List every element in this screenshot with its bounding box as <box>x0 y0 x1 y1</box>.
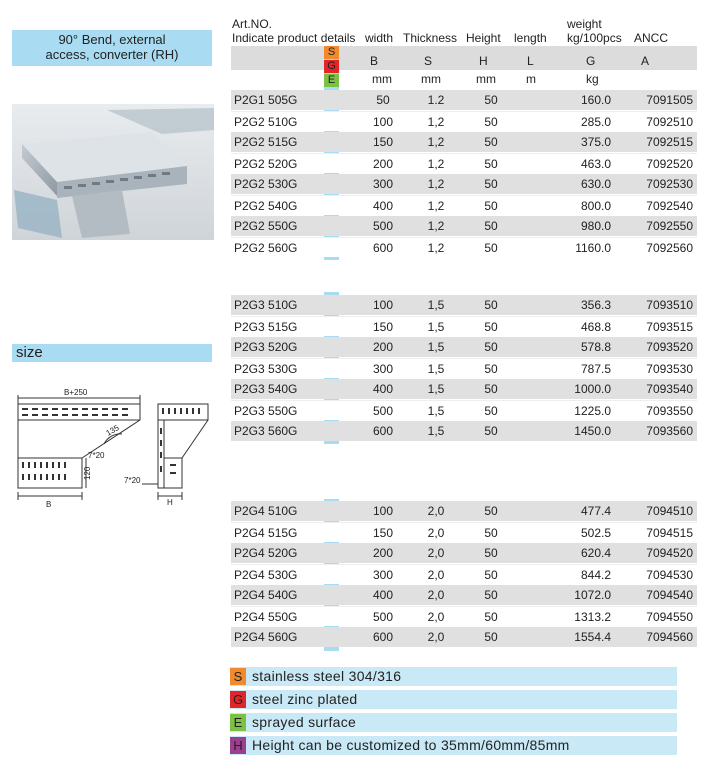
header-unit-s: mm <box>421 72 441 86</box>
product-title-line1: 90° Bend, external <box>58 32 166 47</box>
cell-b: 150 <box>372 526 394 540</box>
cell-s: 1.2 <box>427 93 445 107</box>
cell-h: 50 <box>484 404 498 418</box>
cell-art: P2G4 550G <box>234 610 298 624</box>
cell-g: 1450.0 <box>574 424 611 438</box>
cell-s: 2,0 <box>427 568 445 582</box>
cell-b: 300 <box>372 362 394 376</box>
dim-angle-label: 135 <box>104 423 121 438</box>
cell-g: 980.0 <box>580 219 611 233</box>
cell-b: 400 <box>372 382 394 396</box>
cell-art: P2G3 510G <box>234 298 298 312</box>
table-row <box>231 543 697 563</box>
cell-g: 463.0 <box>580 157 611 171</box>
cell-a: 7092510 <box>646 115 693 129</box>
cell-art: P2G3 530G <box>234 362 298 376</box>
header-swatch-g: G <box>324 60 339 73</box>
cell-h: 50 <box>484 546 498 560</box>
product-title-box <box>12 30 212 66</box>
cell-art: P2G2 560G <box>234 241 298 255</box>
header-height: Height <box>466 31 501 45</box>
header-sym-l: L <box>527 54 534 68</box>
cell-b: 100 <box>372 298 394 312</box>
table-row <box>231 522 697 542</box>
cell-g: 1313.2 <box>574 610 611 624</box>
product-photo <box>12 104 214 240</box>
cell-g: 620.4 <box>580 546 611 560</box>
header-art-no: Art.NO. <box>232 17 273 31</box>
cell-a: 7094530 <box>646 568 693 582</box>
dim-slot-label-2: 7*20 <box>124 476 141 485</box>
cell-b: 400 <box>372 199 394 213</box>
table-row <box>231 195 697 215</box>
table-row <box>231 421 697 441</box>
cell-g: 800.0 <box>580 199 611 213</box>
cell-art: P2G3 540G <box>234 382 298 396</box>
cell-g: 1554.4 <box>574 630 611 644</box>
cell-art: P2G3 560G <box>234 424 298 438</box>
cell-g: 787.5 <box>580 362 611 376</box>
cell-art: P2G2 515G <box>234 135 298 149</box>
cell-h: 50 <box>484 630 498 644</box>
header-sym-s: S <box>424 54 433 68</box>
legend-swatch: H <box>230 737 246 754</box>
legend-item <box>230 690 677 709</box>
cell-h: 50 <box>484 219 498 233</box>
cell-art: P2G2 530G <box>234 177 298 191</box>
header-sym-h: H <box>479 54 488 68</box>
cell-h: 50 <box>484 340 498 354</box>
table-row <box>231 379 697 399</box>
header-swatch-e: E <box>324 74 339 87</box>
header-unit-h: mm <box>476 72 496 86</box>
cell-g: 502.5 <box>580 526 611 540</box>
cell-s: 1,2 <box>427 219 445 233</box>
table-row <box>231 316 697 336</box>
cell-b: 150 <box>372 320 394 334</box>
table-row <box>231 501 697 521</box>
cell-g: 1160.0 <box>575 241 611 255</box>
cell-a: 7092515 <box>646 135 693 149</box>
cell-h: 50 <box>484 241 498 255</box>
cell-s: 2,0 <box>427 546 445 560</box>
cell-g: 630.0 <box>580 177 611 191</box>
cell-art: P2G4 510G <box>234 504 298 518</box>
cell-s: 2,0 <box>427 526 445 540</box>
cell-art: P2G1 505G <box>234 93 298 107</box>
cell-h: 50 <box>484 199 498 213</box>
table-row <box>231 216 697 236</box>
header-unit-l: m <box>526 72 536 86</box>
dim-height-label: 120 <box>83 466 92 480</box>
cell-h: 50 <box>484 362 498 376</box>
cell-b: 100 <box>372 504 394 518</box>
header-unit-g: kg <box>586 72 599 86</box>
cell-s: 1,5 <box>427 340 445 354</box>
cell-a: 7093550 <box>646 404 693 418</box>
cell-a: 7093540 <box>646 382 693 396</box>
dim-slot-label-1: 7*20 <box>88 451 105 460</box>
legend-item <box>230 736 677 755</box>
cell-art: P2G4 520G <box>234 546 298 560</box>
cell-a: 7092540 <box>646 199 693 213</box>
header-ancc: ANCC <box>634 31 669 45</box>
header-symbol-band <box>231 46 697 70</box>
cell-b: 200 <box>372 546 394 560</box>
cell-g: 160.0 <box>580 93 611 107</box>
table-row <box>231 153 697 173</box>
product-title-line2: access, converter (RH) <box>45 47 179 62</box>
cell-b: 600 <box>372 630 394 644</box>
legend-swatch: S <box>230 668 246 685</box>
size-label: size <box>12 344 212 362</box>
cell-h: 50 <box>484 504 498 518</box>
cell-art: P2G3 550G <box>234 404 298 418</box>
header-thickness: Thickness <box>403 31 458 45</box>
cell-s: 2,0 <box>427 610 445 624</box>
cell-art: P2G4 515G <box>234 526 298 540</box>
cell-s: 1,2 <box>427 199 445 213</box>
cell-b: 300 <box>372 568 394 582</box>
cell-a: 7092560 <box>646 241 693 255</box>
cell-s: 1,5 <box>427 362 445 376</box>
cell-b: 500 <box>372 610 394 624</box>
cell-h: 50 <box>484 610 498 624</box>
cell-a: 7094510 <box>646 504 693 518</box>
cell-art: P2G2 520G <box>234 157 298 171</box>
cell-h: 50 <box>484 526 498 540</box>
technical-drawing <box>12 386 222 511</box>
table-row <box>231 400 697 420</box>
cell-b: 50 <box>376 93 390 107</box>
cell-art: P2G4 530G <box>234 568 298 582</box>
cell-h: 50 <box>484 320 498 334</box>
cell-h: 50 <box>484 135 498 149</box>
cell-b: 600 <box>372 241 394 255</box>
cell-art: P2G2 540G <box>234 199 298 213</box>
dim-h-label: H <box>167 498 173 507</box>
header-swatch-s: S <box>324 46 339 59</box>
cell-s: 1,2 <box>427 135 445 149</box>
cell-b: 100 <box>372 115 394 129</box>
cell-a: 7091505 <box>646 93 693 107</box>
table-row <box>231 585 697 605</box>
cell-s: 1,5 <box>427 382 445 396</box>
cell-h: 50 <box>484 424 498 438</box>
cell-s: 1,2 <box>427 157 445 171</box>
cell-h: 50 <box>484 157 498 171</box>
cell-g: 356.3 <box>580 298 611 312</box>
table-row <box>231 237 697 257</box>
cell-a: 7094520 <box>646 546 693 560</box>
cell-s: 1,5 <box>427 298 445 312</box>
cell-b: 200 <box>372 157 394 171</box>
table-row <box>231 627 697 647</box>
cell-a: 7092520 <box>646 157 693 171</box>
legend-text: sprayed surface <box>252 714 357 730</box>
cell-g: 375.0 <box>580 135 611 149</box>
dim-top-label: B+250 <box>64 388 88 397</box>
table-row <box>231 564 697 584</box>
cell-art: P2G3 520G <box>234 340 298 354</box>
cell-s: 1,2 <box>427 241 445 255</box>
cell-h: 50 <box>484 588 498 602</box>
legend-swatch: E <box>230 714 246 731</box>
cell-g: 844.2 <box>580 568 611 582</box>
cell-art: P2G4 540G <box>234 588 298 602</box>
legend-text: Height can be customized to 35mm/60mm/85mm <box>252 737 570 753</box>
cell-a: 7093520 <box>646 340 693 354</box>
legend-item <box>230 713 677 732</box>
cell-art: P2G2 550G <box>234 219 298 233</box>
cell-a: 7094550 <box>646 610 693 624</box>
cell-b: 200 <box>372 340 394 354</box>
cell-a: 7094560 <box>646 630 693 644</box>
cell-art: P2G3 515G <box>234 320 298 334</box>
legend-text: stainless steel 304/316 <box>252 668 402 684</box>
cell-g: 285.0 <box>580 115 611 129</box>
cell-art: P2G4 560G <box>234 630 298 644</box>
table-row <box>231 295 697 315</box>
cell-b: 150 <box>372 135 394 149</box>
cell-a: 7094515 <box>646 526 693 540</box>
legend-swatch: G <box>230 691 246 708</box>
cell-art: P2G2 510G <box>234 115 298 129</box>
cell-s: 1,5 <box>427 424 445 438</box>
header-unit-b: mm <box>372 72 392 86</box>
cell-h: 50 <box>484 115 498 129</box>
cell-s: 2,0 <box>427 630 445 644</box>
legend-text: steel zinc plated <box>252 691 358 707</box>
cell-b: 400 <box>372 588 394 602</box>
table-row <box>231 337 697 357</box>
cell-h: 50 <box>484 177 498 191</box>
cell-a: 7092530 <box>646 177 693 191</box>
cell-h: 50 <box>484 382 498 396</box>
table-row <box>231 90 697 110</box>
cell-g: 1225.0 <box>574 404 611 418</box>
cell-a: 7092550 <box>646 219 693 233</box>
cell-b: 600 <box>372 424 394 438</box>
cell-s: 2,0 <box>427 504 445 518</box>
table-row <box>231 174 697 194</box>
cell-a: 7093515 <box>646 320 693 334</box>
cell-s: 1,2 <box>427 115 445 129</box>
cell-g: 477.4 <box>580 504 611 518</box>
cell-a: 7093530 <box>646 362 693 376</box>
cell-b: 500 <box>372 219 394 233</box>
dim-b-label: B <box>46 500 52 509</box>
cell-a: 7093510 <box>646 298 693 312</box>
cell-g: 578.8 <box>580 340 611 354</box>
cell-g: 1000.0 <box>574 382 611 396</box>
legend-item <box>230 667 677 686</box>
cell-b: 500 <box>372 404 394 418</box>
cell-g: 468.8 <box>580 320 611 334</box>
header-sym-b: B <box>370 54 379 68</box>
cell-h: 50 <box>484 298 498 312</box>
header-sym-a: A <box>641 54 650 68</box>
header-length: length <box>514 31 547 45</box>
header-weight: weight <box>567 17 602 31</box>
header-indicate: Indicate product details <box>232 31 356 45</box>
table-row <box>231 358 697 378</box>
table-row <box>231 132 697 152</box>
cell-a: 7094540 <box>646 588 693 602</box>
cell-a: 7093560 <box>646 424 693 438</box>
cell-g: 1072.0 <box>574 588 611 602</box>
table-row <box>231 111 697 131</box>
header-weight-unit: kg/100pcs <box>567 31 622 45</box>
header-sym-g: G <box>586 54 596 68</box>
cell-s: 1,5 <box>427 320 445 334</box>
header-width: width <box>365 31 394 45</box>
cell-h: 50 <box>484 568 498 582</box>
cell-s: 2,0 <box>427 588 445 602</box>
cell-h: 50 <box>484 93 498 107</box>
cell-b: 300 <box>372 177 394 191</box>
cell-s: 1,5 <box>427 404 445 418</box>
cell-s: 1,2 <box>427 177 445 191</box>
table-row <box>231 606 697 626</box>
